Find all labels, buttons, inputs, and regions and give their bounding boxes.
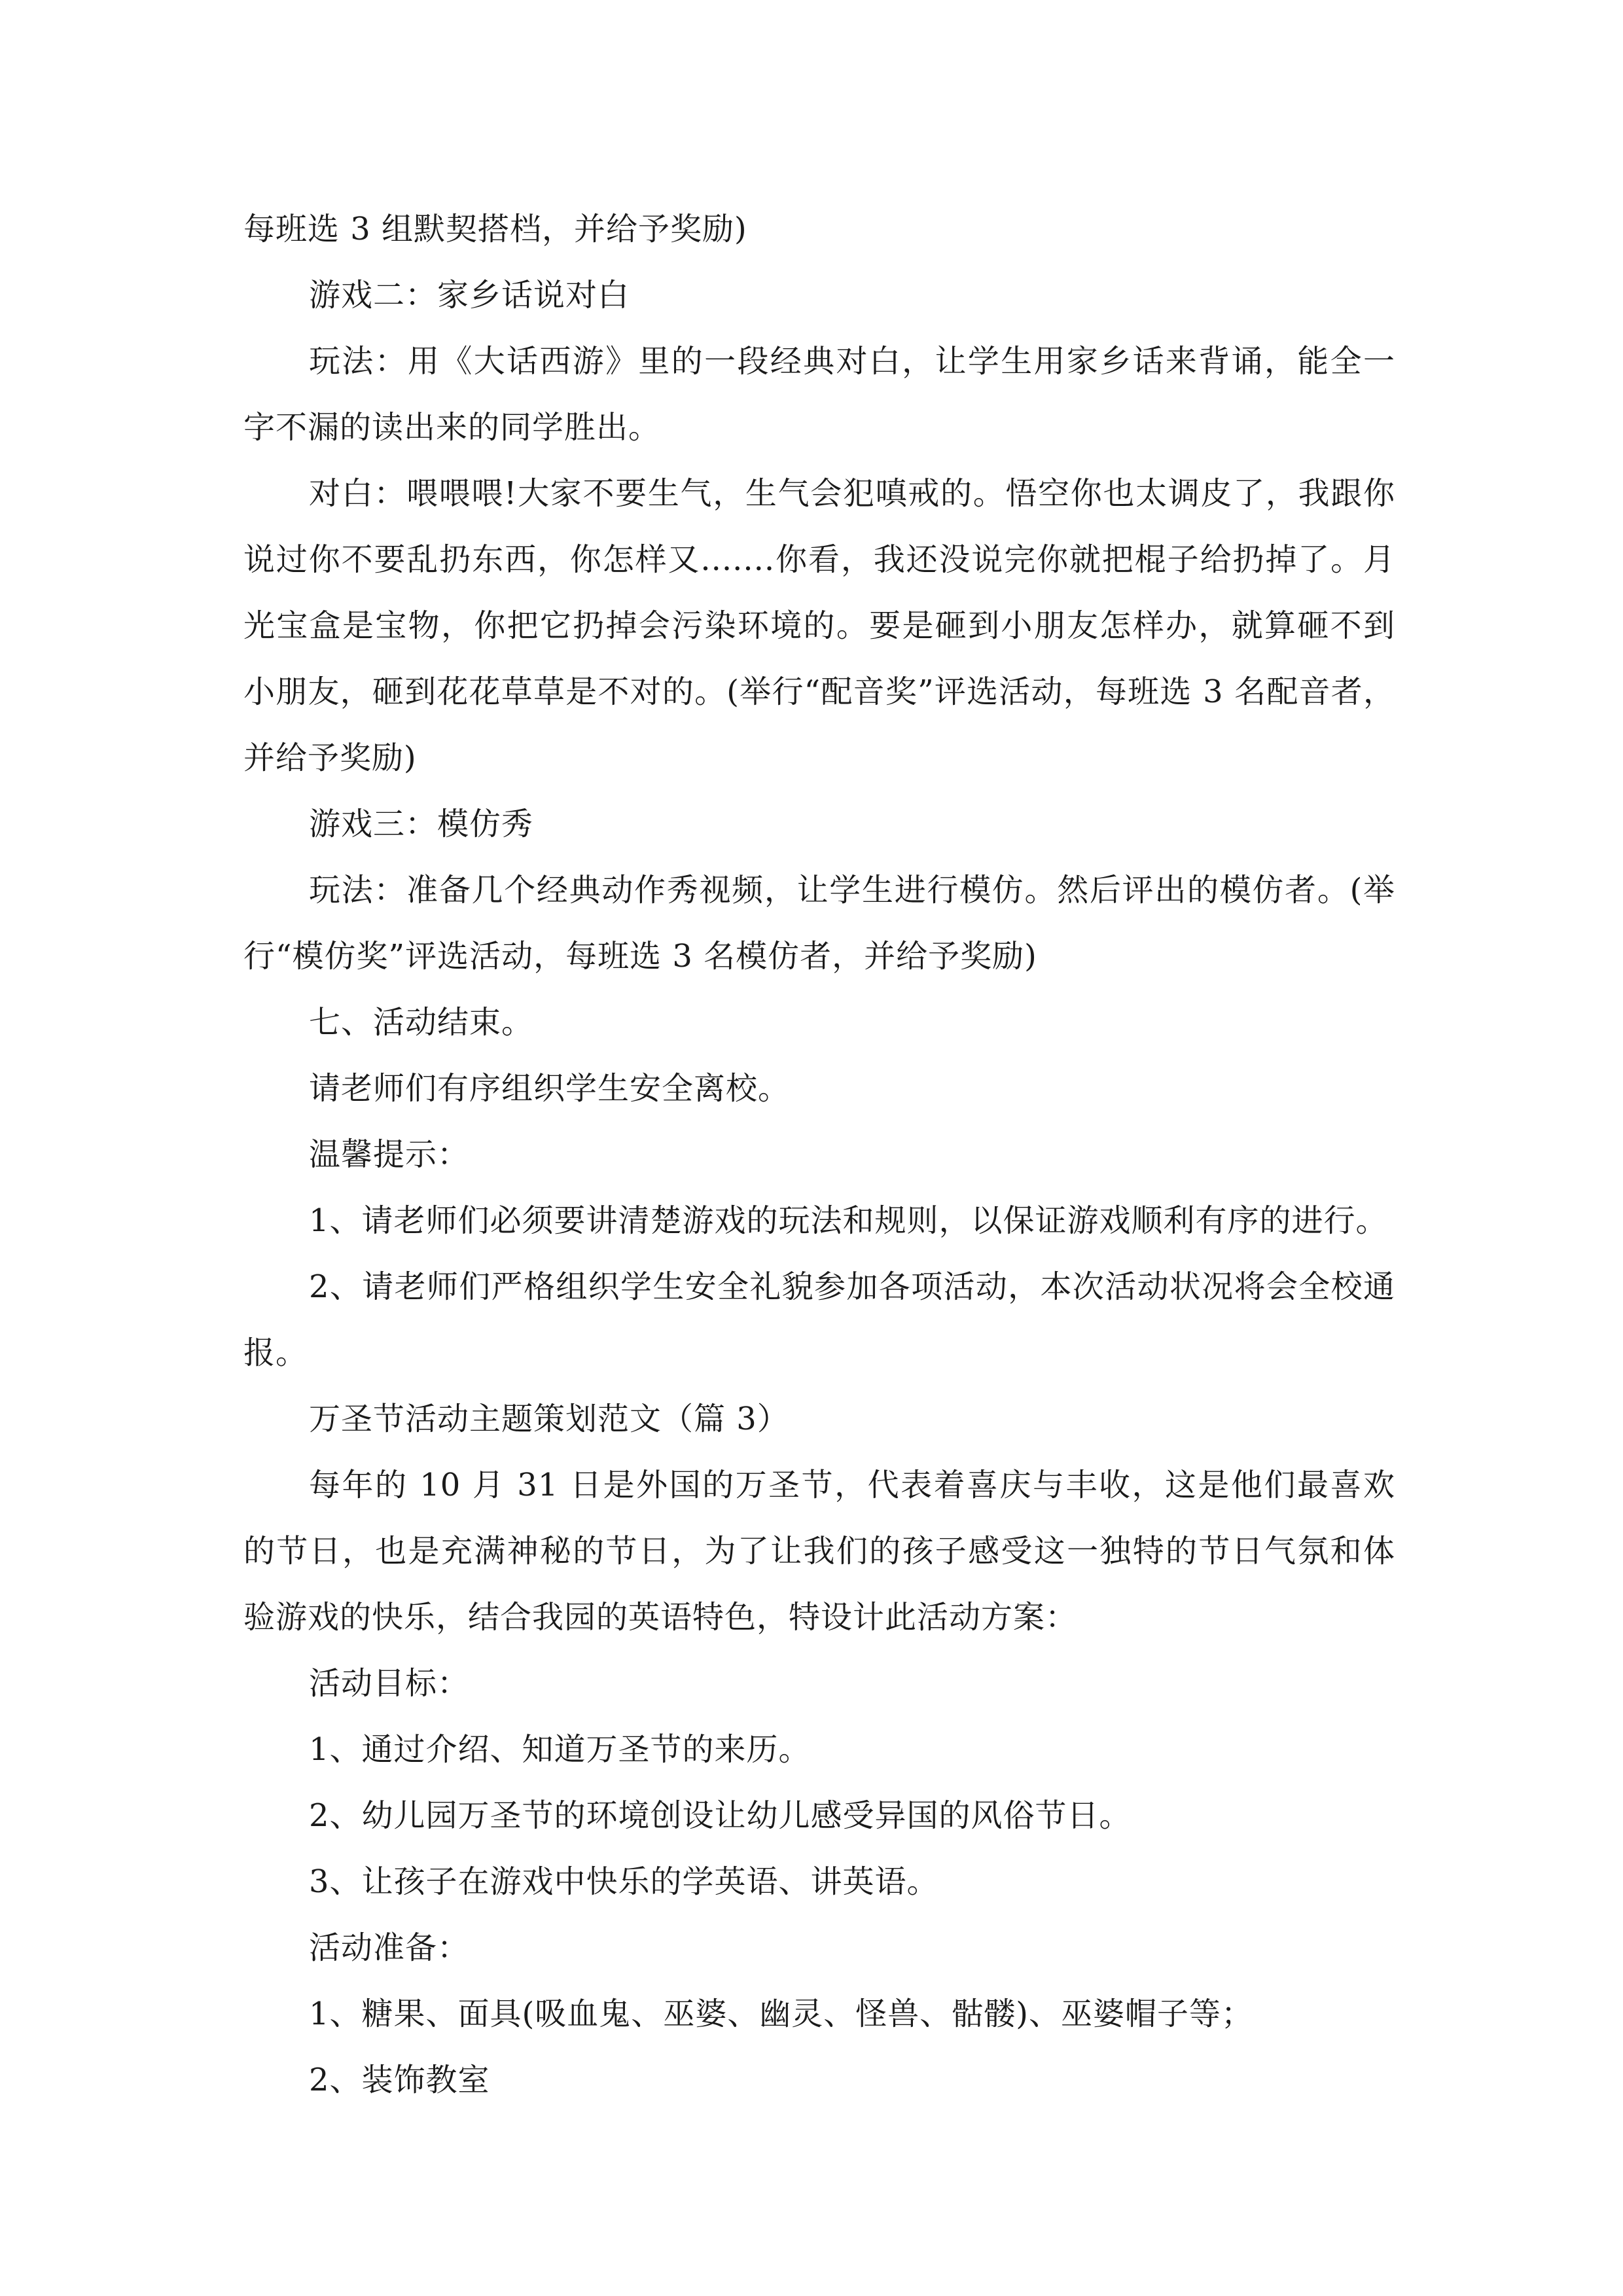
list-item: 3、让孩子在游戏中快乐的学英语、讲英语。 (309, 1863, 939, 1900)
list-item: 2、装饰教室 (309, 2062, 490, 2098)
heading-game-three: 游戏三：模仿秀 (309, 806, 534, 842)
heading-tips: 温馨提示： (309, 1136, 470, 1173)
heading-game-two: 游戏二：家乡话说对白 (309, 277, 630, 314)
paragraph: 玩法：用《大话西游》里的一段经典对白，让学生用家乡话来背诵，能全一字不漏的读出来的同学胜出。 (243, 343, 1395, 446)
list-item: 1、通过介绍、知道万圣节的来历。 (309, 1731, 811, 1768)
list-item: 1、糖果、面具(吸血鬼、巫婆、幽灵、怪兽、骷髅)、巫婆帽子等； (309, 1996, 1253, 2032)
paragraph: 对白：喂喂喂!大家不要生气，生气会犯嗔戒的。悟空你也太调皮了，我跟你说过你不要乱扔东西，你怎样又.......你看，我还没说完你就把棍子给扔掉了。月光宝盒是宝物，你把它扔掉会污染环境的。要是砸到小朋友怎样办，就算砸不到小朋友，砸到花花草草是不对的。(举行“配音奖”评选活动，每班选 3 名配音者，并给予奖励) (243, 475, 1395, 776)
paragraph: 请老师们有序组织学生安全离校。 (309, 1070, 791, 1107)
article-title: 万圣节活动主题策划范文（篇 3） (309, 1401, 789, 1437)
heading-goals: 活动目标： (309, 1665, 470, 1702)
paragraph: 每班选 3 组默契搭档，并给予奖励) (243, 211, 747, 247)
list-item: 2、请老师们严格组织学生安全礼貌参加各项活动，本次活动状况将会全校通报。 (243, 1268, 1395, 1371)
list-item: 1、请老师们必须要讲清楚游戏的玩法和规则，以保证游戏顺利有序的进行。 (309, 1202, 1388, 1239)
heading-preparation: 活动准备： (309, 1929, 470, 1966)
paragraph: 每年的 10 月 31 日是外国的万圣节，代表着喜庆与丰收，这是他们最喜欢的节日，也是充满神秘的节日，为了让我们的孩子感受这一独特的节日气氛和体验游戏的快乐，结合我园的英语特色，特设计此活动方案： (243, 1467, 1395, 1636)
paragraph: 玩法：准备几个经典动作秀视频，让学生进行模仿。然后评出的模仿者。(举行“模仿奖”评选活动，每班选 3 名模仿者，并给予奖励) (243, 872, 1395, 975)
list-item: 2、幼儿园万圣节的环境创设让幼儿感受异国的风俗节日。 (309, 1797, 1132, 1834)
document-body (243, 196, 1395, 2113)
heading-section-seven: 七、活动结束。 (309, 1004, 534, 1041)
